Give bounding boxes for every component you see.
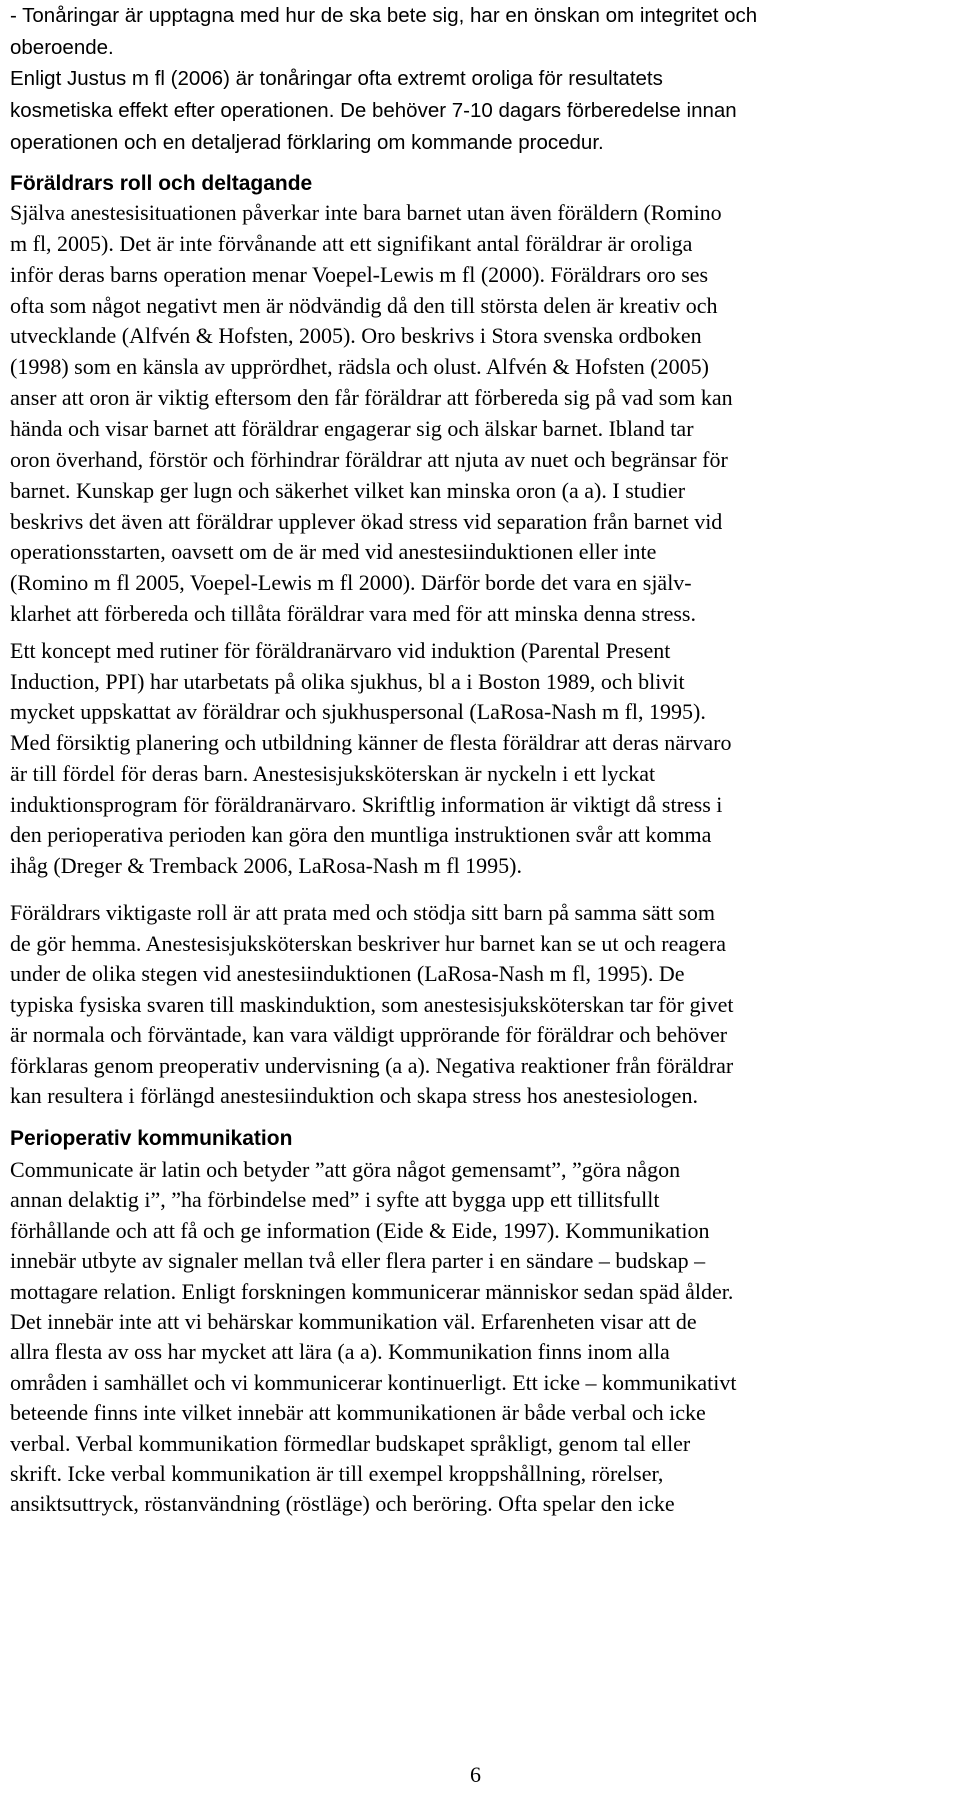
text-line: förklaras genom preoperativ undervisning (a a). Negativa reaktioner från föräldrar — [10, 1052, 734, 1078]
section-heading-perioperative-communication: Perioperativ kommunikation — [10, 1127, 293, 1150]
text-line: m fl, 2005). Det är inte förvånande att ett signifikant antal föräldrar är oroliga — [10, 230, 693, 256]
text-line: är till fördel för deras barn. Anestesisjuksköterskan är nyckeln i ett lyckat — [10, 760, 656, 786]
text-line: områden i samhället och vi kommunicerar kontinuerligt. Ett icke – kommunikativt — [10, 1369, 737, 1395]
page-number: 6 — [470, 1762, 481, 1787]
text-line: de gör hemma. Anestesisjuksköterskan beskriver hur barnet kan se ut och reagera — [10, 930, 726, 956]
text-line: oron överhand, förstör och förhindrar föräldrar att njuta av nuet och begränsar för — [10, 446, 728, 472]
text-line: kan resultera i förlängd anestesiinduktion och skapa stress hos anestesiologen. — [10, 1083, 698, 1108]
text-line: inför deras barns operation menar Voepel-Lewis m fl (2000). Föräldrars oro ses — [10, 261, 709, 287]
text-line: Det innebär inte att vi behärskar kommunikation väl. Erfarenheten visar att de — [10, 1309, 697, 1334]
text-line: beteende finns inte vilket innebär att kommunikationen är både verbal och icke — [10, 1400, 706, 1426]
text-line: induktionsprogram för föräldranärvaro. Skriftlig information är viktigt då stress i — [10, 791, 723, 817]
text-line: operationen och en detaljerad förklaring om kommande procedur. — [10, 130, 604, 154]
text-line: är normala och förväntade, kan vara väldigt upprörande för föräldrar och behöver — [10, 1022, 728, 1047]
text-line: typiska fysiska svaren till maskinduktion, som anestesisjuksköterskan tar för givet — [10, 991, 734, 1017]
text-line: operationsstarten, oavsett om de är med vid anestesiinduktionen eller inte — [10, 539, 657, 565]
text-line: mycket uppskattat av föräldrar och sjukhuspersonal (LaRosa-Nash m fl, 1995). — [10, 699, 706, 725]
text-line: mottagare relation. Enligt forskningen kommunicerar människor sedan späd ålder. — [10, 1278, 734, 1304]
text-line: förhållande och att få och ge information (Eide & Eide, 1997). Kommunikation — [10, 1217, 710, 1243]
text-line: klarhet att förbereda och tillåta föräldrar vara med för att minska denna stress. — [10, 601, 696, 627]
text-line: Induction, PPI) har utarbetats på olika sjukhus, bl a i Boston 1989, och blivit — [10, 668, 685, 694]
text-line: anser att oron är viktig eftersom den får föräldrar att förbereda sig på vad som kan — [10, 385, 733, 411]
text-line: verbal. Verbal kommunikation förmedlar budskapet språkligt, genom tal eller — [10, 1430, 691, 1456]
text-line: annan delaktig i”, ”ha förbindelse med” i syfte att bygga upp ett tillitsfullt — [10, 1187, 660, 1213]
text-line: den perioperativa perioden kan göra den muntliga instruktionen svår att komma — [10, 822, 712, 848]
text-line: innebär utbyte av signaler mellan två eller flera parter i en sändare – budskap – — [10, 1248, 706, 1274]
text-line: Communicate är latin och betyder ”att göra något gemensamt”, ”göra någon — [10, 1157, 681, 1182]
text-line: Enligt Justus m fl (2006) är tonåringar ofta extremt oroliga för resultatets — [10, 67, 663, 91]
text-line: Föräldrars viktigaste roll är att prata med och stödja sitt barn på samma sätt som — [10, 900, 716, 925]
text-line: - Tonåringar är upptagna med hur de ska bete sig, har en önskan om integritet och — [10, 4, 758, 27]
text-line: Själva anestesisituationen påverkar inte bara barnet utan även föräldern (Romino — [10, 200, 722, 225]
text-line: barnet. Kunskap ger lugn och säkerhet vilket kan minska oron (a a). I studier — [10, 477, 686, 503]
text-line: (1998) som en känsla av upprördhet, rädsla och olust. Alfvén & Hofsten (2005) — [10, 354, 709, 380]
text-line: hända och visar barnet att föräldrar engagerar sig och älskar barnet. Ibland tar — [10, 415, 694, 441]
text-line: ofta som något negativt men är nödvändig då den till största delen är kreativ och — [10, 292, 718, 318]
text-line: utvecklande (Alfvén & Hofsten, 2005). Oro beskrivs i Stora svenska ordboken — [10, 323, 702, 349]
text-line: allra flesta av oss har mycket att lära (a a). Kommunikation finns inom alla — [10, 1339, 670, 1365]
text-line: Med försiktig planering och utbildning känner de flesta föräldrar att deras närvaro — [10, 730, 732, 756]
text-line: (Romino m fl 2005, Voepel-Lewis m fl 2000). Därför borde det vara en själv- — [10, 570, 692, 596]
text-line: skrift. Icke verbal kommunikation är till exempel kroppshållning, rörelser, — [10, 1461, 664, 1486]
section-heading-parents-role: Föräldrars roll och deltagande — [10, 172, 313, 195]
text-line: kosmetiska effekt efter operationen. De behöver 7-10 dagars förberedelse innan — [10, 99, 737, 123]
text-line: ihåg (Dreger & Tremback 2006, LaRosa-Nash m fl 1995). — [10, 852, 523, 878]
text-line: ansiktsuttryck, röstanvändning (röstläge) och beröring. Ofta spelar den icke — [10, 1491, 675, 1517]
text-line: oberoende. — [10, 35, 114, 59]
text-line: beskrivs det även att föräldrar upplever ökad stress vid separation från barnet vid — [10, 508, 723, 534]
text-line: under de olika stegen vid anestesiinduktionen (LaRosa-Nash m fl, 1995). De — [10, 961, 685, 986]
text-line: Ett koncept med rutiner för föräldranärvaro vid induktion (Parental Present — [10, 638, 671, 663]
